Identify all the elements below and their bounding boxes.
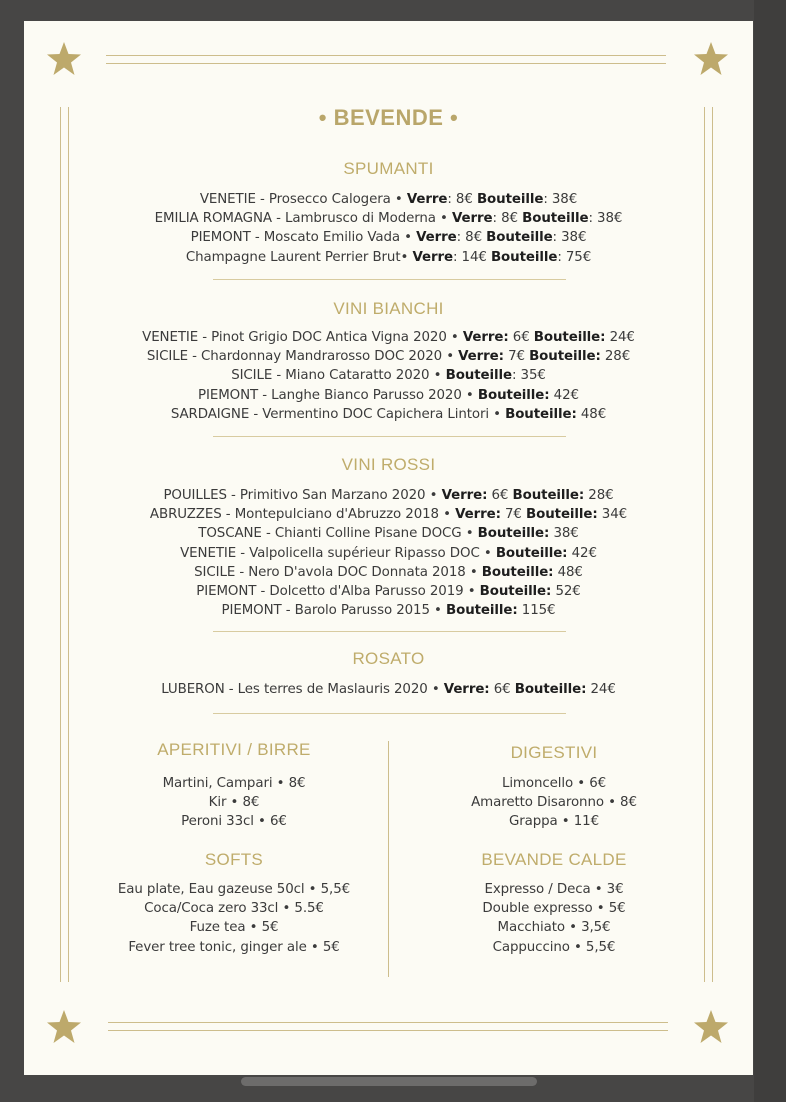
star-icon [693,1009,729,1045]
price-label: Bouteille: [514,682,587,697]
price-label: Bouteille: [445,603,518,619]
menu-item [24,486,753,505]
price-label: Bouteille [490,249,558,265]
menu-item: Coca/Coca zero 33cl • 5.5€ [144,901,324,917]
section-items [24,486,753,620]
price-value: 6€ [489,682,515,697]
price-value: 34€ [597,507,628,523]
menu-item: Kir • 8€ [208,795,260,811]
menu-item: Amaretto Disaronno • 8€ [471,795,637,811]
menu-item-name: PIEMONT - Langhe Bianco Parusso 2020 • [198,387,478,403]
price-value: : 75€ [557,249,592,265]
menu-item [24,366,753,385]
menu-item: Double expresso • 5€ [482,901,626,917]
price-label: Verre [416,230,457,246]
section-items [24,328,753,424]
column-items [404,774,704,832]
price-value: 28€ [600,349,631,365]
price-value: 24€ [605,330,635,345]
menu-item [24,601,753,620]
menu-item [24,190,753,209]
price-value: : 38€ [552,230,587,246]
price-label: Verre: [462,330,509,345]
price-value: : 8€ [447,192,477,207]
menu-item: Grappa • 11€ [508,814,600,830]
price-value: 115€ [517,603,556,619]
price-value: 28€ [584,488,614,503]
column-items [84,774,384,832]
price-label: Bouteille: [529,349,601,365]
price-value: : 35€ [511,368,546,384]
section-items [24,680,753,699]
star-icon [693,41,729,77]
price-value: 52€ [551,583,581,599]
menu-item-name: LUBERON - Les terres de Maslauris 2020 • [161,682,444,697]
section-title: ROSATO [352,649,425,668]
menu-item [24,328,753,347]
price-label: Bouteille [445,368,512,384]
price-label: Bouteille [522,211,589,227]
section-divider [213,713,566,714]
viewer-side-panel [754,0,786,1102]
menu-item [24,228,753,247]
price-value: : 38€ [543,192,578,207]
menu-item-name: VENETIE - Pinot Grigio DOC Antica Vigna 2020 • [142,330,463,345]
price-value: 42€ [567,545,597,561]
price-value: 7€ [503,349,530,365]
menu-item: Limoncello • 6€ [501,776,607,791]
price-label: Bouteille: [495,545,568,561]
menu-item-name: SICILE - Chardonnay Mandrarosso DOC 2020 • [146,349,459,365]
star-icon [46,1009,82,1045]
menu-item: Fuze tea • 5€ [189,920,279,936]
price-value: 42€ [549,387,579,403]
menu-item [24,582,753,601]
price-label: Bouteille: [505,406,577,422]
price-label: Verre: [441,488,488,503]
column-title-bevande-calde: BEVANDE CALDE [481,850,627,869]
menu-page [24,21,753,1075]
menu-item-name: PIEMONT - Dolcetto d'Alba Parusso 2019 • [196,583,480,599]
menu-title: • BEVENDE • [318,105,459,130]
column-items [64,880,404,957]
menu-item-name: TOSCANE - Chianti Colline Pisane DOCG • [198,526,478,542]
price-value: : 14€ [452,249,491,265]
price-label: Verre: [458,349,504,365]
menu-item: Expresso / Deca • 3€ [484,882,624,897]
column-title-digestivi: DIGESTIVI [510,743,598,762]
menu-item [24,680,753,699]
column-title-aperitivi: APERITIVI / BIRRE [157,740,311,759]
price-label: Bouteille: [533,330,606,345]
price-label: Bouteille: [481,564,554,580]
menu-item [24,505,753,524]
column-title-softs: SOFTS [204,850,264,869]
menu-item-name: VENETIE - Valpolicella supérieur Ripasso DOC • [180,545,496,561]
section-items [24,190,753,267]
menu-item [24,405,753,424]
section-title: SPUMANTI [343,159,434,178]
border-line-bottom [108,1030,668,1031]
price-value: 48€ [576,406,607,422]
price-value: 7€ [500,507,526,523]
menu-item-name: ABRUZZES - Montepulciano d'Abruzzo 2018 • [149,507,456,523]
section-divider [213,631,566,632]
border-line-top [106,63,666,64]
star-icon [46,41,82,77]
menu-item: Cappuccino • 5,5€ [492,939,616,955]
price-value: : 38€ [588,211,623,227]
menu-item: Fever tree tonic, ginger ale • 5€ [128,939,340,955]
section-divider [213,279,566,280]
price-label: Bouteille: [477,526,550,542]
menu-item-name: PIEMONT - Barolo Parusso 2015 • [221,603,446,619]
menu-item-name: SICILE - Miano Cataratto 2020 • [231,368,446,384]
price-label: Bouteille: [477,387,550,403]
price-value: : 8€ [456,230,487,246]
price-value: 6€ [508,330,534,345]
menu-item-name: Champagne Laurent Perrier Brut• [185,249,413,265]
price-label: Verre [412,249,453,265]
section-divider [213,436,566,437]
menu-item [24,248,753,267]
menu-item-name: PIEMONT - Moscato Emilio Vada • [190,230,417,246]
menu-item [24,563,753,582]
price-label: Verre: [443,682,490,697]
horizontal-scrollbar[interactable] [241,1077,537,1086]
price-label: Bouteille [486,230,553,246]
price-value: : 8€ [492,211,523,227]
menu-item: Peroni 33cl • 6€ [181,814,287,830]
menu-item: Martini, Campari • 8€ [162,776,306,791]
border-line-top [106,55,666,56]
price-value: 6€ [487,488,513,503]
menu-item [24,209,753,228]
menu-item [24,524,753,543]
price-label: Bouteille [476,192,544,207]
border-line-bottom [108,1022,668,1023]
menu-item-name: VENETIE - Prosecco Calogera • [199,192,407,207]
menu-item [24,544,753,563]
menu-item [24,347,753,366]
section-title: VINI ROSSI [341,455,436,474]
price-label: Bouteille: [512,488,585,503]
price-value: 38€ [549,526,579,542]
menu-item: Eau plate, Eau gazeuse 50cl • 5,5€ [117,882,351,897]
menu-item-name: SARDAIGNE - Vermentino DOC Capichera Lintori • [170,406,506,422]
price-label: Bouteille: [526,507,598,523]
menu-item-name: SICILE - Nero D'avola DOC Donnata 2018 • [194,564,482,580]
price-label: Verre: [455,507,501,523]
price-label: Bouteille: [479,583,552,599]
price-value: 24€ [586,682,616,697]
price-value: 48€ [553,564,583,580]
price-label: Verre [452,211,493,227]
section-title: VINI BIANCHI [333,299,444,318]
menu-item: Macchiato • 3,5€ [497,920,611,936]
column-items [404,880,704,957]
price-label: Verre [406,192,448,207]
menu-item-name: POUILLES - Primitivo San Marzano 2020 • [163,488,442,503]
menu-item-name: EMILIA ROMAGNA - Lambrusco di Moderna • [154,211,453,227]
menu-item [24,386,753,405]
